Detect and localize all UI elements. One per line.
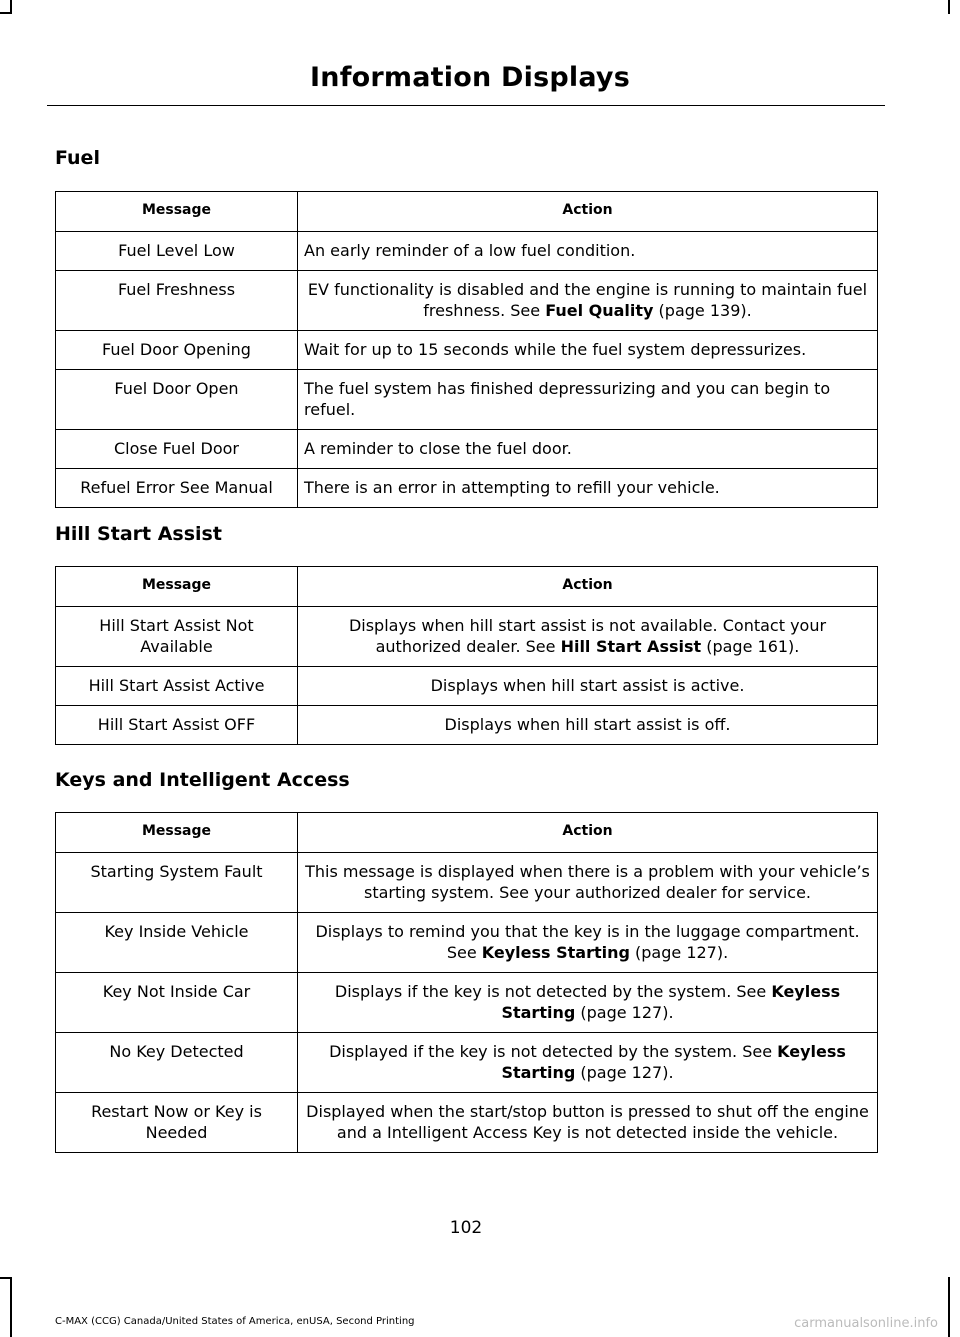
edition-footer: C-MAX (CCG) Canada/United States of America, enUSA, Second Printing [55, 1316, 415, 1327]
message-cell: Fuel Door Open [56, 370, 298, 430]
action-cell: Displays when hill start assist is off. [298, 706, 878, 745]
action-cell: Displays when hill start assist is active. [298, 667, 878, 706]
crop-mark-top-left-h [0, 12, 12, 14]
watermark: carmanualsonline.info [794, 1316, 938, 1331]
action-cell: A reminder to close the fuel door. [298, 430, 878, 469]
cross-reference-link[interactable]: Keyless Starting [481, 943, 630, 962]
table-row [56, 331, 878, 370]
column-header-message: Message [56, 813, 298, 853]
table-row [56, 430, 878, 469]
table-row [56, 973, 878, 1033]
action-cell: An early reminder of a low fuel condition. [298, 232, 878, 271]
cross-reference-link[interactable]: Keyless Starting [501, 1042, 846, 1082]
message-cell: Fuel Door Opening [56, 331, 298, 370]
action-text: Displays to remind you that the key is in the luggage compartment. See [315, 922, 860, 962]
column-header-message: Message [56, 192, 298, 232]
table-header-row [56, 567, 878, 607]
message-cell: Key Not Inside Car [56, 973, 298, 1033]
action-cell: This message is displayed when there is a problem with your vehicle’s starting system. See your authorized dealer for service. [298, 853, 878, 913]
page-reference: (page 139). [653, 301, 752, 320]
page-reference: (page 127). [575, 1063, 674, 1082]
action-text: Displays when hill start assist is not available. Contact your authorized dealer. See [348, 616, 827, 656]
action-text: Displayed if the key is not detected by the system. See [329, 1042, 778, 1061]
action-cell: Displayed when the start/stop button is pressed to shut off the engine and a Intelligent Access Key is not detected inside the vehicle. [298, 1093, 878, 1153]
table-row [56, 607, 878, 667]
crop-mark-bottom-left-h [0, 1277, 12, 1279]
message-cell: Hill Start Assist OFF [56, 706, 298, 745]
keys-message-table [55, 812, 878, 1153]
message-cell: Refuel Error See Manual [56, 469, 298, 508]
fuel-message-table [55, 191, 878, 508]
page-reference: (page 127). [575, 1003, 674, 1022]
message-cell: No Key Detected [56, 1033, 298, 1093]
action-cell [298, 607, 878, 667]
message-cell: Fuel Freshness [56, 271, 298, 331]
message-cell: Hill Start Assist Active [56, 667, 298, 706]
column-header-action: Action [298, 192, 878, 232]
table-header-row [56, 192, 878, 232]
page-reference: (page 127). [629, 943, 729, 962]
action-cell [298, 913, 878, 973]
crop-mark-bottom-right [948, 1277, 950, 1337]
message-cell: Key Inside Vehicle [56, 913, 298, 973]
column-header-action: Action [298, 567, 878, 607]
table-row [56, 1093, 878, 1153]
cross-reference-link[interactable]: Fuel Quality [545, 301, 654, 320]
page-reference: (page 161). [701, 637, 800, 656]
action-cell: There is an error in attempting to refill your vehicle. [298, 469, 878, 508]
table-row [56, 853, 878, 913]
page-number: 102 [449, 1218, 483, 1238]
message-cell: Starting System Fault [56, 853, 298, 913]
table-header-row [56, 813, 878, 853]
cross-reference-link[interactable]: Hill Start Assist [560, 637, 702, 656]
table-row [56, 271, 878, 331]
message-cell: Fuel Level Low [56, 232, 298, 271]
header-divider [47, 105, 885, 106]
action-cell: The fuel system has finished depressurizing and you can begin to refuel. [298, 370, 878, 430]
table-row [56, 232, 878, 271]
action-cell [298, 271, 878, 331]
section-title-hill-start-assist: Hill Start Assist [55, 523, 222, 545]
action-text: Displays if the key is not detected by the system. See [334, 982, 772, 1001]
table-row [56, 469, 878, 508]
column-header-action: Action [298, 813, 878, 853]
message-cell: Hill Start Assist Not Available [56, 607, 298, 667]
action-cell: Wait for up to 15 seconds while the fuel system depressurizes. [298, 331, 878, 370]
table-row [56, 1033, 878, 1093]
cross-reference-link[interactable]: Keyless Starting [501, 982, 841, 1022]
action-text: EV functionality is disabled and the engine is running to maintain fuel freshness. See [307, 280, 868, 320]
crop-mark-bottom-left [10, 1277, 12, 1337]
table-row [56, 370, 878, 430]
message-cell: Restart Now or Key is Needed [56, 1093, 298, 1153]
crop-mark-top-right [948, 0, 950, 14]
action-cell [298, 1033, 878, 1093]
table-row [56, 706, 878, 745]
page-header-title: Information Displays [310, 62, 630, 93]
section-title-keys-intelligent-access: Keys and Intelligent Access [55, 769, 350, 791]
table-row [56, 667, 878, 706]
action-cell [298, 973, 878, 1033]
message-cell: Close Fuel Door [56, 430, 298, 469]
section-title-fuel: Fuel [55, 147, 100, 169]
column-header-message: Message [56, 567, 298, 607]
table-row [56, 913, 878, 973]
hill-start-assist-message-table [55, 566, 878, 745]
